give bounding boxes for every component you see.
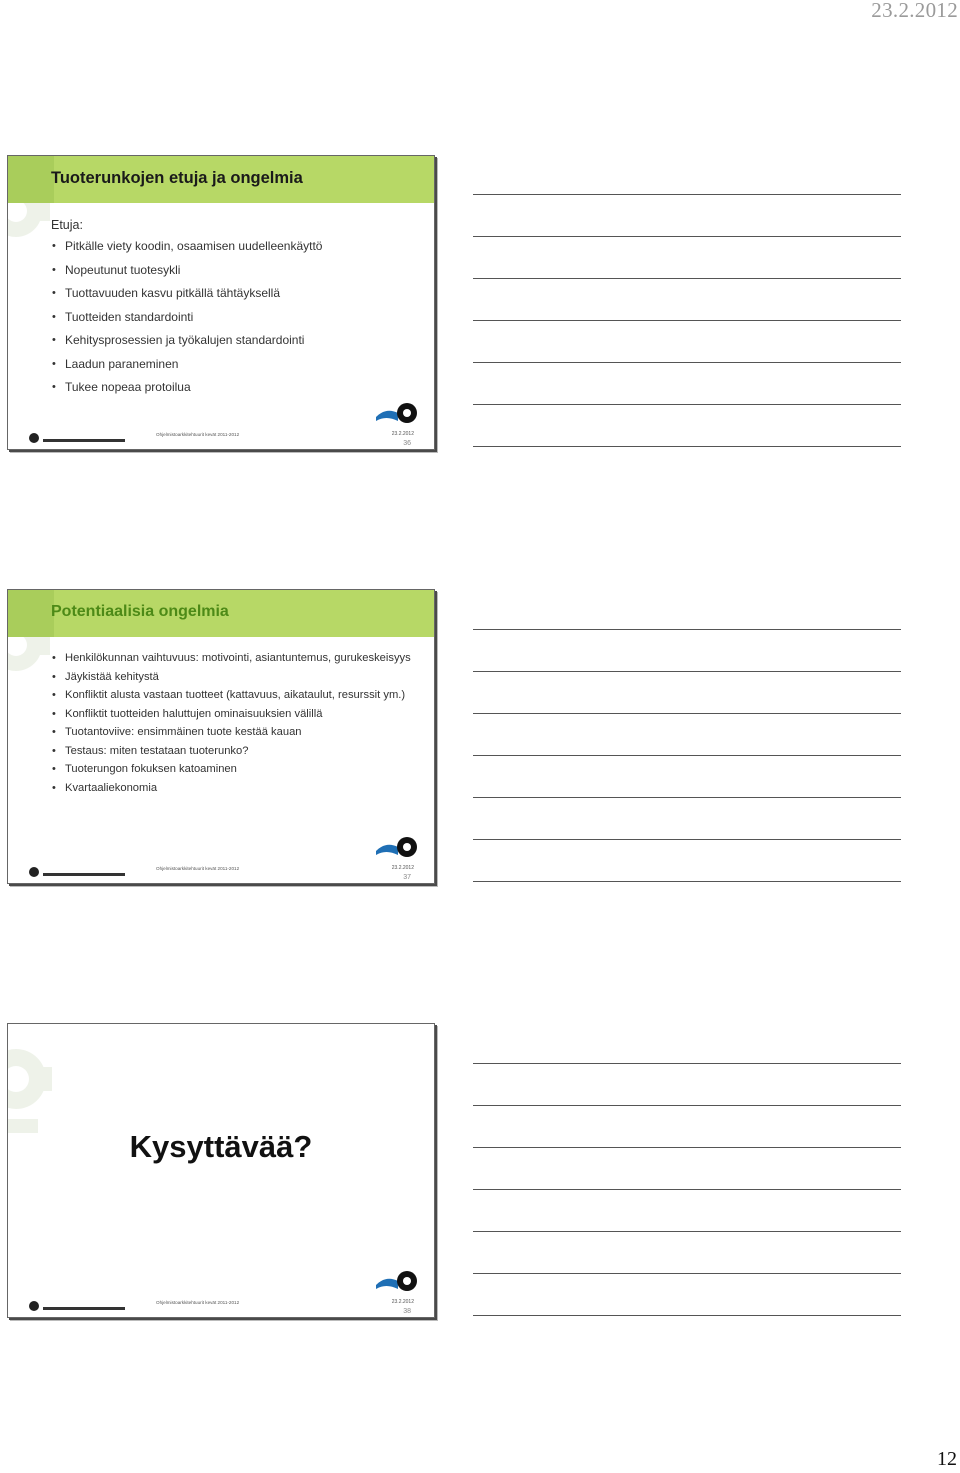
list-item: • Tuottavuuden kasvu pitkällä tähtäyksellä: [51, 286, 421, 300]
slide-body: [51, 218, 421, 404]
slide-36: [7, 155, 435, 450]
slide-body: [51, 651, 421, 799]
footer-date: 23.2.2012: [391, 865, 414, 871]
slide-38: [7, 1023, 435, 1318]
note-line: [473, 1147, 901, 1148]
page-number: 12: [937, 1448, 957, 1470]
footer-date: 23.2.2012: [391, 1299, 414, 1305]
bullet-list: [51, 239, 421, 394]
footer-course: Ohjelmistoarkkitehtuurit kevät 2011-2012: [156, 432, 240, 437]
note-line: [473, 362, 901, 363]
list-item: • Tuoterungon fokuksen katoaminen: [51, 762, 421, 776]
list-item: • Henkilökunnan vaihtuvuus: motivointi, asiantuntemus, gurukeskeisyys: [51, 651, 421, 665]
note-line: [473, 320, 901, 321]
list-item: • Kvartaaliekonomia: [51, 781, 421, 795]
note-line: [473, 236, 901, 237]
list-item: • Tukee nopeaa protoilua: [51, 380, 421, 394]
note-line: [473, 1189, 901, 1190]
university-logo-icon: [374, 835, 418, 861]
slide-37: [7, 589, 435, 884]
note-line: [473, 1231, 901, 1232]
footer-date: 23.2.2012: [391, 431, 414, 437]
note-line: [473, 1273, 901, 1274]
footer-logo-icon: [29, 1300, 127, 1312]
slide-title: Kysyttävää?: [129, 1129, 313, 1164]
list-item: • Laadun paraneminen: [51, 357, 421, 371]
note-line: [473, 1063, 901, 1064]
intro-label: Etuja:: [51, 218, 83, 232]
note-line: [473, 1315, 901, 1316]
list-item: • Konfliktit alusta vastaan tuotteet (kattavuus, aikataulut, resurssit ym.): [51, 688, 421, 702]
note-line: [473, 755, 901, 756]
note-line: [473, 881, 901, 882]
note-line: [473, 194, 901, 195]
footer-logo-icon: [29, 432, 127, 444]
title-band: [8, 156, 434, 203]
list-item: • Testaus: miten testataan tuoterunko?: [51, 744, 421, 758]
footer-logo-icon: [29, 866, 127, 878]
list-item: • Tuotantoviive: ensimmäinen tuote kestää kauan: [51, 725, 421, 739]
university-logo-icon: [374, 401, 418, 427]
list-item: • Tuotteiden standardointi: [51, 310, 421, 324]
note-line: [473, 404, 901, 405]
slide-number: 37: [403, 874, 411, 881]
list-item: • Kehitysprosessien ja työkalujen standardointi: [51, 333, 421, 347]
list-item: • Jäykistää kehitystä: [51, 670, 421, 684]
note-line: [473, 797, 901, 798]
note-line: [473, 671, 901, 672]
note-line: [473, 1105, 901, 1106]
footer-course: Ohjelmistoarkkitehtuurit kevät 2011-2012: [156, 1300, 240, 1305]
note-line: [473, 446, 901, 447]
list-item: • Pitkälle viety koodin, osaamisen uudelleenkäyttö: [51, 239, 421, 253]
slide-title: Tuoterunkojen etuja ja ongelmia: [51, 169, 303, 187]
slide-number: 38: [403, 1308, 411, 1315]
list-item: • Nopeutunut tuotesykli: [51, 263, 421, 277]
slide-title: Potentiaalisia ongelmia: [51, 603, 229, 620]
note-line: [473, 839, 901, 840]
university-logo-icon: [374, 1269, 418, 1295]
footer-course: Ohjelmistoarkkitehtuurit kevät 2011-2012: [156, 866, 240, 871]
list-item: • Konfliktit tuotteiden haluttujen ominaisuuksien välillä: [51, 707, 421, 721]
slide-number: 36: [403, 440, 411, 447]
note-line: [473, 713, 901, 714]
title-band: [8, 590, 434, 637]
page-date: 23.2.2012: [871, 0, 958, 22]
bullet-list: [51, 651, 421, 795]
note-line: [473, 629, 901, 630]
note-line: [473, 278, 901, 279]
